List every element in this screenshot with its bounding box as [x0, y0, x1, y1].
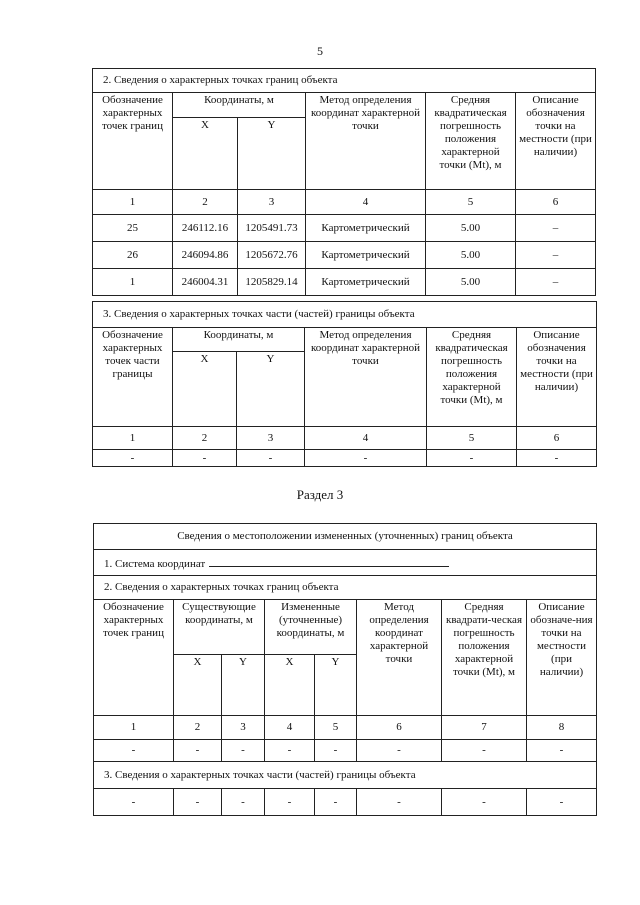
table-title: Сведения о местоположении измененных (уточненных) границ объекта	[94, 524, 597, 550]
header-designation: Обозначение характерных точек части границы	[93, 328, 173, 427]
col-num: 3	[237, 427, 305, 450]
header-y: Y	[237, 352, 305, 427]
table-title: 3. Сведения о характерных точках части (частей) границы объекта	[93, 302, 597, 328]
col-num: 3	[238, 190, 306, 215]
col-num: 2	[173, 190, 238, 215]
col-num: 5	[315, 716, 357, 740]
header-description: Описание обозначения точки на местности (при наличии)	[517, 328, 597, 427]
cell-empty: -	[442, 789, 527, 816]
cell-empty: -	[94, 789, 174, 816]
points-subtitle: 2. Сведения о характерных точках границ объекта	[94, 576, 597, 600]
header-method: Метод определения координат характерной точки	[357, 600, 442, 716]
cell-empty: -	[174, 740, 222, 762]
header-changed-coordinates: Измененные (уточненные) координаты, м	[265, 600, 357, 655]
header-method: Метод определения координат характерной точки	[305, 328, 427, 427]
col-num: 2	[173, 427, 237, 450]
col-num: 5	[427, 427, 517, 450]
col-num: 5	[426, 190, 516, 215]
header-existing-coordinates: Существующие координаты, м	[174, 600, 265, 655]
cell-empty: -	[527, 740, 597, 762]
cell-empty: -	[357, 740, 442, 762]
cell-empty: -	[427, 450, 517, 467]
table-row	[93, 450, 597, 467]
cell-empty: -	[305, 450, 427, 467]
header-method: Метод определения координат характерной точки	[306, 93, 426, 190]
cell-point: 26	[93, 242, 173, 269]
cell-empty: -	[315, 740, 357, 762]
cell-x: 246094.86	[173, 242, 238, 269]
cell-description: –	[516, 242, 596, 269]
cell-empty: -	[93, 450, 173, 467]
header-x: X	[173, 118, 238, 190]
cell-y: 1205491.73	[238, 215, 306, 242]
changed-boundary-table	[93, 523, 597, 816]
table-title: 2. Сведения о характерных точках границ объекта	[93, 69, 596, 93]
cell-empty: -	[222, 740, 265, 762]
header-y: Y	[238, 118, 306, 190]
column-numbers-row	[93, 190, 596, 215]
cell-point: 1	[93, 269, 173, 296]
col-num: 8	[527, 716, 597, 740]
col-num: 3	[222, 716, 265, 740]
cell-empty: -	[265, 740, 315, 762]
cell-empty: -	[237, 450, 305, 467]
cell-method: Картометрический	[306, 242, 426, 269]
col-num: 2	[174, 716, 222, 740]
cell-empty: -	[265, 789, 315, 816]
section-heading: Раздел 3	[296, 487, 344, 502]
coordinate-system-blank	[209, 555, 449, 567]
cell-empty: -	[442, 740, 527, 762]
header-y: Y	[315, 655, 357, 716]
cell-accuracy: 5.00	[426, 269, 516, 296]
parts-subtitle: 3. Сведения о характерных точках части (частей) границы объекта	[94, 762, 597, 789]
col-num: 1	[93, 427, 173, 450]
col-num: 4	[305, 427, 427, 450]
col-num: 4	[265, 716, 315, 740]
cell-empty: -	[174, 789, 222, 816]
header-accuracy: Средняя квадратическая погрешность положения характерной точки (Mt), м	[426, 93, 516, 190]
header-accuracy: Средняя квадратическая погрешность положения характерной точки (Mt), м	[427, 328, 517, 427]
cell-method: Картометрический	[306, 215, 426, 242]
cell-x: 246112.16	[173, 215, 238, 242]
header-description: Описание обозначения точки на местности (при наличии)	[516, 93, 596, 190]
cell-description: –	[516, 269, 596, 296]
header-coordinates: Координаты, м	[173, 328, 305, 352]
cell-accuracy: 5.00	[426, 242, 516, 269]
cell-empty: -	[527, 789, 597, 816]
cell-empty: -	[315, 789, 357, 816]
col-num: 6	[516, 190, 596, 215]
header-designation: Обозначение характерных точек границ	[94, 600, 174, 716]
col-num: 4	[306, 190, 426, 215]
cell-empty: -	[357, 789, 442, 816]
col-num: 1	[94, 716, 174, 740]
coordinate-system-row	[94, 550, 597, 576]
col-num: 6	[357, 716, 442, 740]
cell-empty: -	[517, 450, 597, 467]
table-row	[93, 269, 596, 296]
header-designation: Обозначение характерных точек границ	[93, 93, 173, 190]
boundary-points-table	[92, 68, 596, 296]
cell-description: –	[516, 215, 596, 242]
coordinate-system-label: 1. Система координат	[104, 557, 206, 570]
cell-empty: -	[173, 450, 237, 467]
page-number: 5	[317, 44, 323, 58]
col-num: 7	[442, 716, 527, 740]
header-x: X	[265, 655, 315, 716]
table-row	[94, 740, 597, 762]
cell-empty: -	[94, 740, 174, 762]
cell-point: 25	[93, 215, 173, 242]
header-coordinates: Координаты, м	[173, 93, 306, 118]
header-x: X	[173, 352, 237, 427]
header-description: Описание обозначе-ния точки на местности (при наличии)	[527, 600, 597, 716]
cell-accuracy: 5.00	[426, 215, 516, 242]
cell-y: 1205829.14	[238, 269, 306, 296]
cell-method: Картометрический	[306, 269, 426, 296]
part-boundary-points-table	[92, 301, 597, 467]
table-row	[93, 242, 596, 269]
col-num: 6	[517, 427, 597, 450]
column-numbers-row	[94, 716, 597, 740]
cell-y: 1205672.76	[238, 242, 306, 269]
table-row	[94, 789, 597, 816]
table-row	[93, 215, 596, 242]
col-num: 1	[93, 190, 173, 215]
cell-x: 246004.31	[173, 269, 238, 296]
header-x: X	[174, 655, 222, 716]
header-accuracy: Средняя квадрати-ческая погрешность положения характерной точки (Mt), м	[442, 600, 527, 716]
column-numbers-row	[93, 427, 597, 450]
header-y: Y	[222, 655, 265, 716]
cell-empty: -	[222, 789, 265, 816]
